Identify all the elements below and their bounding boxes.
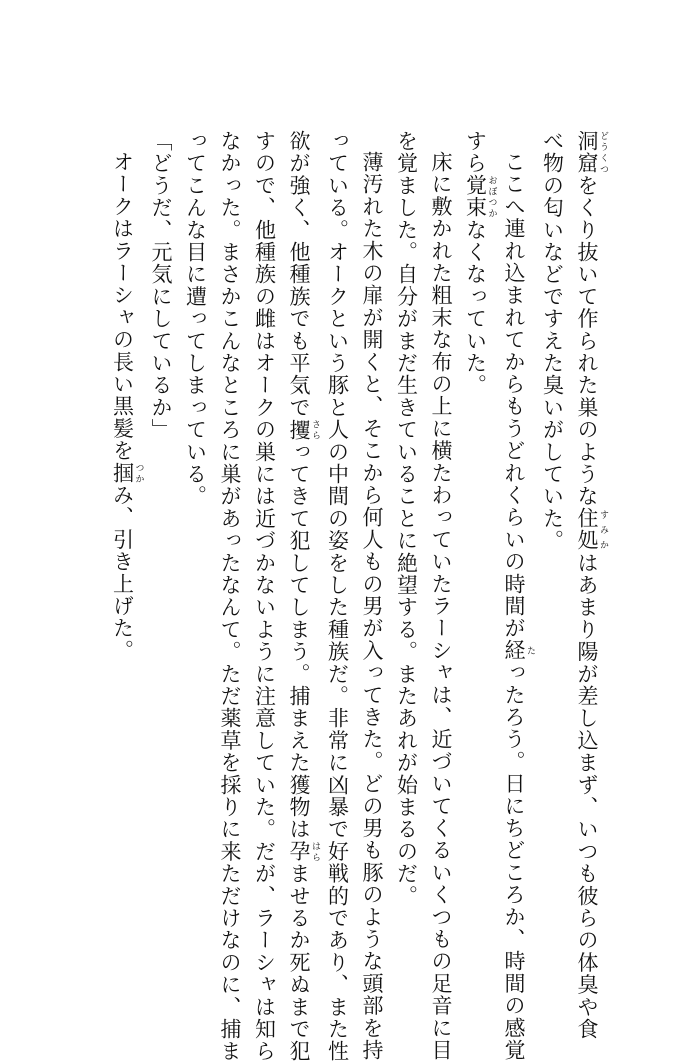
- text-run: べ物の匂いなどですえた臭いがしていた。: [540, 130, 565, 552]
- text-run: ませるか死ぬまで犯: [287, 862, 311, 1062]
- ruby-base: 孕: [287, 840, 311, 863]
- text-run: をくり抜いて作られた巣のような: [575, 174, 599, 508]
- furigana-reading: どうくつ: [598, 130, 608, 175]
- ruby-base: 攫: [287, 418, 311, 441]
- furigana-reading: つか: [133, 461, 144, 485]
- text-line: [213, 130, 248, 1062]
- text-run: なくなっていた。: [463, 218, 488, 397]
- text-run: 床に敷かれた粗末な布の上に横たわっていたラーシャは、近づいてくるいくつもの足音に目: [429, 151, 453, 1062]
- text-line: [458, 130, 497, 910]
- text-run: 薄汚れた木の扉が開くと、そこから何人もの男が入ってきた。どの男も豚のような頭部を持: [360, 151, 384, 1062]
- text-run: すので、他種族の雌はオークの巣には近づかないように注意していた。だが、ラーシャは知ら: [252, 130, 277, 1062]
- ruby-base: 住処: [575, 507, 599, 552]
- text-line: [497, 130, 536, 1062]
- text-line: [144, 130, 179, 910]
- text-run: オークはラーシャの長い黒髪を: [110, 151, 135, 462]
- vertical-text-body: [105, 130, 608, 1062]
- text-run: っている。オークという豚と人の中間の姿をした種族だ。非常に凶暴で好戦的であり、また性: [325, 130, 350, 1062]
- ruby-base: 覚束: [463, 174, 488, 219]
- furigana-word: [287, 840, 320, 863]
- ruby-base: 経: [502, 639, 526, 662]
- furigana-reading: おぼつか: [486, 174, 497, 219]
- furigana-word: [463, 174, 497, 219]
- text-run: ここへ連れ込まれてからもうどれくらいの時間が: [502, 151, 526, 640]
- text-line: [247, 130, 282, 1062]
- furigana-reading: さら: [310, 418, 320, 441]
- text-run: ってこんな目に遭ってしまっている。: [183, 130, 208, 508]
- furigana-word: [287, 418, 320, 441]
- text-line: [424, 130, 459, 1062]
- furigana-reading: すみか: [598, 507, 608, 552]
- text-line: [282, 130, 321, 1062]
- text-run: 「どうだ、元気にしているか」: [149, 130, 173, 441]
- text-run: ってきて犯してしまう。捕まえた獲物は: [287, 440, 311, 841]
- furigana-reading: た: [525, 639, 535, 662]
- text-run: 欲が強く、他種族でも平気で: [287, 130, 311, 419]
- text-line: [389, 130, 424, 910]
- furigana-reading: はら: [310, 840, 320, 863]
- text-line: [570, 130, 609, 1041]
- furigana-word: [575, 507, 608, 552]
- furigana-word: [110, 461, 144, 485]
- text-line: [355, 130, 390, 1062]
- furigana-word: [575, 130, 608, 175]
- text-line: [535, 130, 570, 910]
- text-run: なかった。まさかこんなところに巣があったなんて。ただ薬草を採りに来ただけなのに、捕ま: [218, 130, 242, 1062]
- furigana-word: [502, 639, 535, 662]
- text-run: み、引き上げた。: [110, 484, 135, 662]
- ruby-base: 掴: [110, 461, 135, 485]
- text-line: [320, 130, 355, 1062]
- text-run: ったろう。日にちどころか、時間の感覚: [502, 661, 526, 1062]
- ruby-base: 洞窟: [575, 130, 599, 175]
- text-run: すら: [463, 130, 488, 175]
- text-run: はあまり陽が差し込まず、いつも彼らの体臭や食: [575, 551, 599, 1041]
- text-line: [178, 130, 213, 910]
- text-line: [105, 130, 144, 910]
- text-run: を覚ました。自分がまだ生きていることに絶望する。またあれが始まるのだ。: [394, 130, 419, 907]
